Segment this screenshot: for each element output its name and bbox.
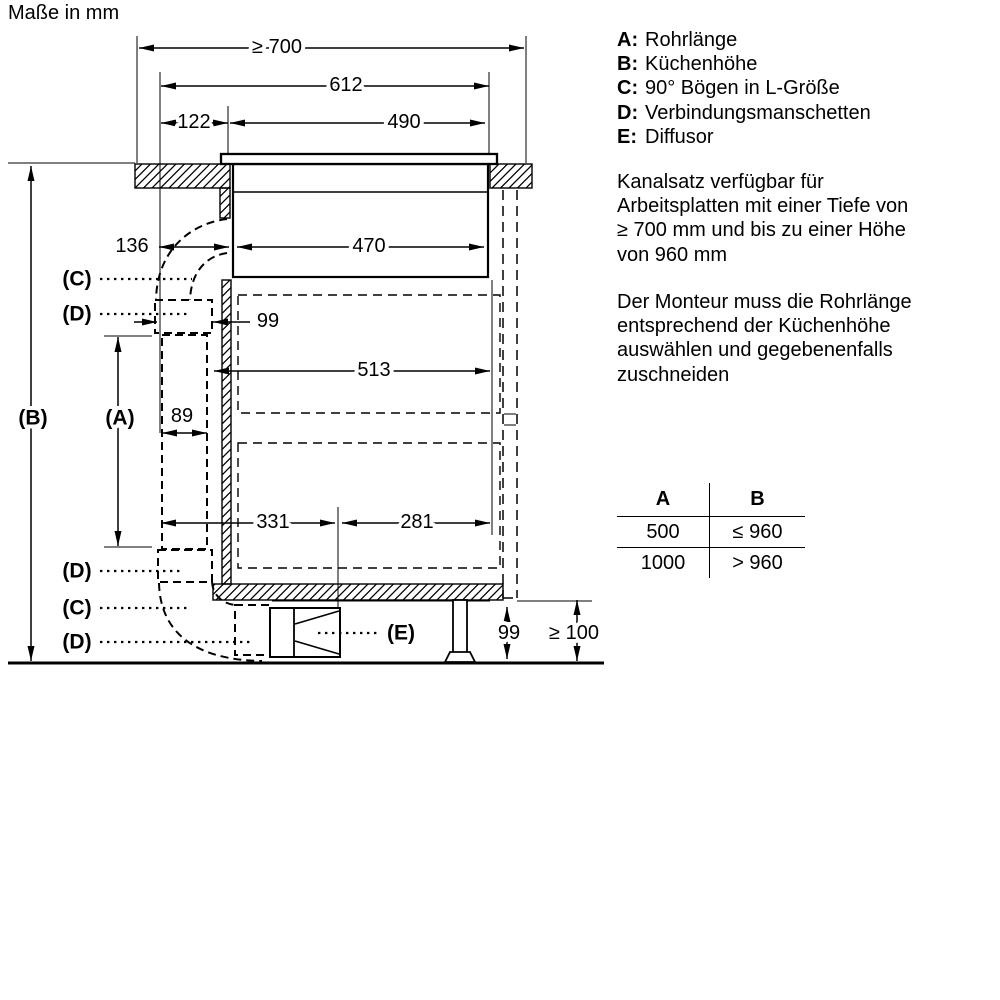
- table-cell: 1000: [617, 548, 710, 578]
- legend-item-c: [617, 76, 871, 100]
- legend-label-d: Verbindungsmanschetten: [645, 101, 871, 124]
- dim-channel-width: 513: [357, 359, 391, 381]
- dimension-lines: [31, 48, 577, 661]
- pipe-length-table: [617, 483, 805, 578]
- callout-d-middle: (D): [62, 559, 92, 583]
- dim-bottom-left: 331: [256, 511, 290, 533]
- drawing-title: Maße in mm: [8, 2, 120, 24]
- note-line: Arbeitsplatten mit einer Tiefe von: [617, 195, 909, 218]
- note-line: entsprechend der Küchenhöhe: [617, 315, 891, 338]
- note-line: ≥ 700 mm und bis zu einer Höhe: [617, 219, 906, 242]
- dim-cutout-width: 490: [387, 111, 421, 133]
- callout-d-lower: (D): [62, 630, 92, 654]
- legend-key-b: B:: [617, 53, 639, 76]
- note-line: Der Monteur muss die Rohrlänge: [617, 291, 912, 313]
- vertical-duct: [162, 335, 207, 549]
- table-header-a: A: [617, 483, 710, 517]
- upper-connector: [155, 300, 212, 333]
- dim-hob-width: 612: [329, 74, 363, 96]
- callout-a: (A): [105, 406, 135, 430]
- legend-item-b: [617, 52, 871, 76]
- legend-label-c: 90° Bögen in L-Größe: [645, 77, 840, 100]
- legend-item-d: [617, 101, 871, 125]
- note-availability: [617, 170, 908, 267]
- note-installer: [617, 290, 912, 387]
- legend: [617, 28, 871, 149]
- table-header-b: B: [710, 483, 805, 517]
- legend-key-a: A:: [617, 29, 639, 51]
- diffusor: [270, 608, 340, 657]
- dim-worktop-depth: ≥ 700: [252, 36, 302, 58]
- note-line: auswählen und gegebenenfalls: [617, 339, 893, 362]
- outlet-connector: [235, 605, 270, 655]
- hob: [221, 154, 497, 277]
- table-cell: > 960: [732, 551, 783, 574]
- lower-connector: [158, 550, 212, 582]
- callout-e: (E): [387, 621, 415, 645]
- dim-rear-clearance: 136: [115, 235, 149, 257]
- cabinet-leg: [445, 600, 475, 662]
- dim-plinth-duct: 99: [497, 622, 521, 644]
- dim-duct-depth: 89: [170, 405, 194, 427]
- dim-hob-body-width: 470: [352, 235, 386, 257]
- table-cell: ≤ 960: [710, 517, 805, 548]
- dim-bottom-right: 281: [400, 511, 434, 533]
- legend-key-c: C:: [617, 77, 639, 100]
- legend-item-e: [617, 125, 871, 149]
- note-line: Kanalsatz verfügbar für: [617, 171, 824, 193]
- extension-lines: [8, 36, 592, 608]
- legend-label-e: Diffusor: [645, 125, 714, 148]
- callout-c-upper: (C): [62, 267, 92, 291]
- callout-c-lower: (C): [62, 596, 92, 620]
- legend-key-d: D:: [617, 101, 639, 124]
- note-line: von 960 mm: [617, 243, 728, 266]
- legend-label-b: Küchenhöhe: [645, 53, 758, 76]
- note-line: zuschneiden: [617, 363, 730, 386]
- legend-label-a: Rohrlänge: [645, 29, 738, 51]
- legend-item-a: [617, 28, 871, 52]
- dim-plinth-min: ≥ 100: [549, 622, 599, 644]
- dim-front-offset: 122: [177, 111, 211, 133]
- dim-connector-width: 99: [256, 310, 280, 332]
- callout-d-upper: (D): [62, 302, 92, 326]
- table-cell: 500: [617, 517, 710, 548]
- legend-key-e: E:: [617, 125, 637, 148]
- callout-b: (B): [18, 406, 48, 430]
